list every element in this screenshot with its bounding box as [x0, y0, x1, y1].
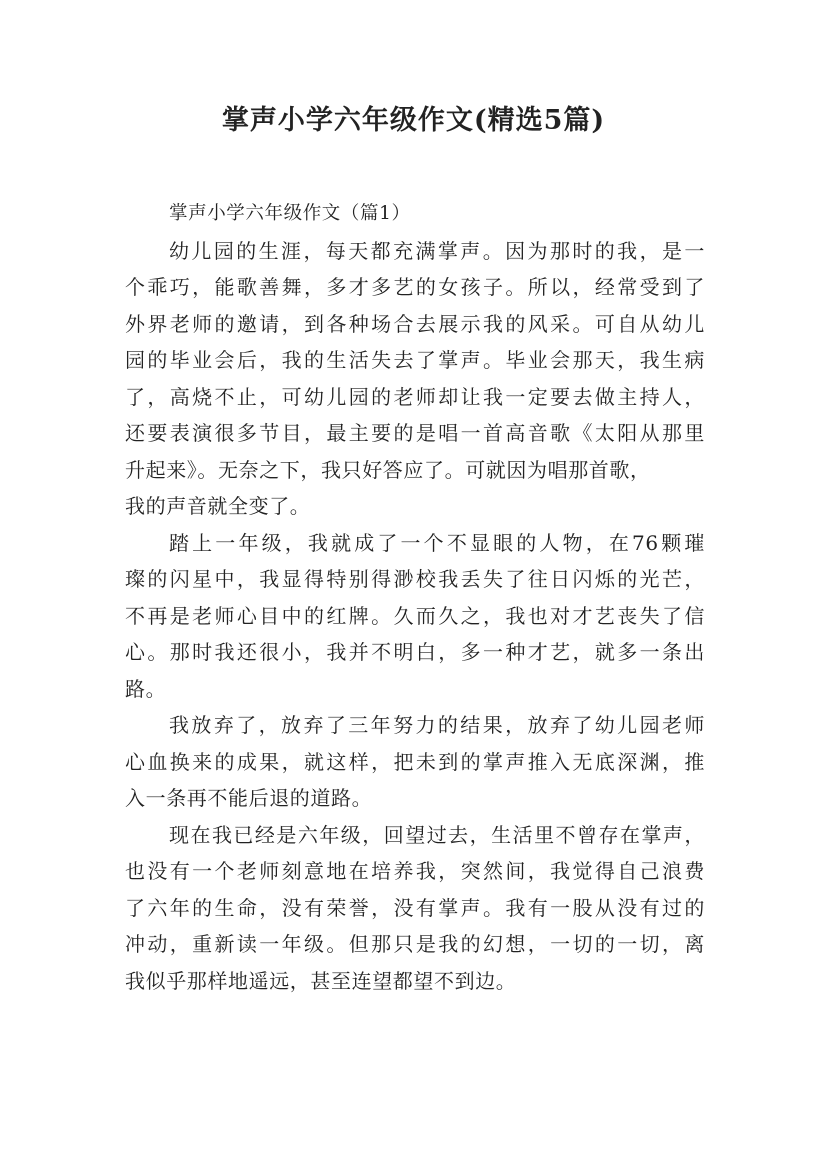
paragraph-start-line: 现在我已经是六年级，回望过去，生活里不曾存在掌声，	[169, 822, 705, 847]
paragraph-line: 璨的闪星中，我显得特别得渺校我丢失了往日闪烁的光芒，	[125, 567, 705, 591]
document-body	[125, 196, 705, 999]
paragraph-line: 也没有一个老师刻意地在培养我，突然间，我觉得自己浪费	[125, 859, 705, 883]
paragraph-line: 路。	[125, 676, 167, 701]
paragraph-line: 冲动，重新读一年级。但那只是我的幻想，一切的一切，离	[125, 932, 705, 956]
section-heading: 掌声小学六年级作文（篇1）	[169, 203, 411, 224]
document-title: 掌声小学六年级作文(精选5篇)	[221, 105, 606, 136]
paragraph-line: 不再是老师心目中的红牌。久而久之，我也对才艺丧失了信	[125, 603, 705, 628]
paragraph-line: 园的毕业会后，我的生活失去了掌声。毕业会那天，我生病	[125, 348, 705, 372]
paragraph-line: 升起来》。无奈之下，我只好答应了。可就因为唱那首歌，	[125, 457, 651, 482]
paragraph-line: 外界老师的邀请，到各种场合去展示我的风采。可自从幼儿	[125, 311, 705, 336]
paragraph-line: 了六年的生命，没有荣誉，没有掌声。我有一股从没有过的	[125, 895, 705, 920]
paragraph-line: 心血换来的成果，就这样，把未到的掌声推入无底深渊，推	[125, 749, 705, 774]
paragraph-line: 我的声音就全变了。	[125, 494, 311, 518]
paragraph-line: 个乖巧，能歌善舞，多才多艺的女孩子。所以，经常受到了	[125, 275, 705, 299]
paragraph-start-line: 幼儿园的生涯，每天都充满掌声。因为那时的我，是一	[169, 238, 705, 263]
paragraph-line: 还要表演很多节目，最主要的是唱一首高音歌《太阳从那里	[125, 421, 705, 445]
paragraph-line: 入一条再不能后退的道路。	[125, 786, 373, 810]
paragraph-start-line: 我放弃了，放弃了三年努力的结果，放弃了幼儿园老师	[169, 713, 705, 737]
paragraph-line: 我似乎那样地遥远，甚至连望都望不到边。	[125, 968, 517, 993]
paragraph-line: 了，高烧不止，可幼儿园的老师却让我一定要去做主持人，	[125, 384, 705, 409]
paragraph-start-line: 踏上一年级，我就成了一个不显眼的人物，在76颗璀	[169, 530, 705, 555]
paragraph-line: 心。那时我还很小，我并不明白，多一种才艺，就多一条出	[125, 640, 705, 664]
